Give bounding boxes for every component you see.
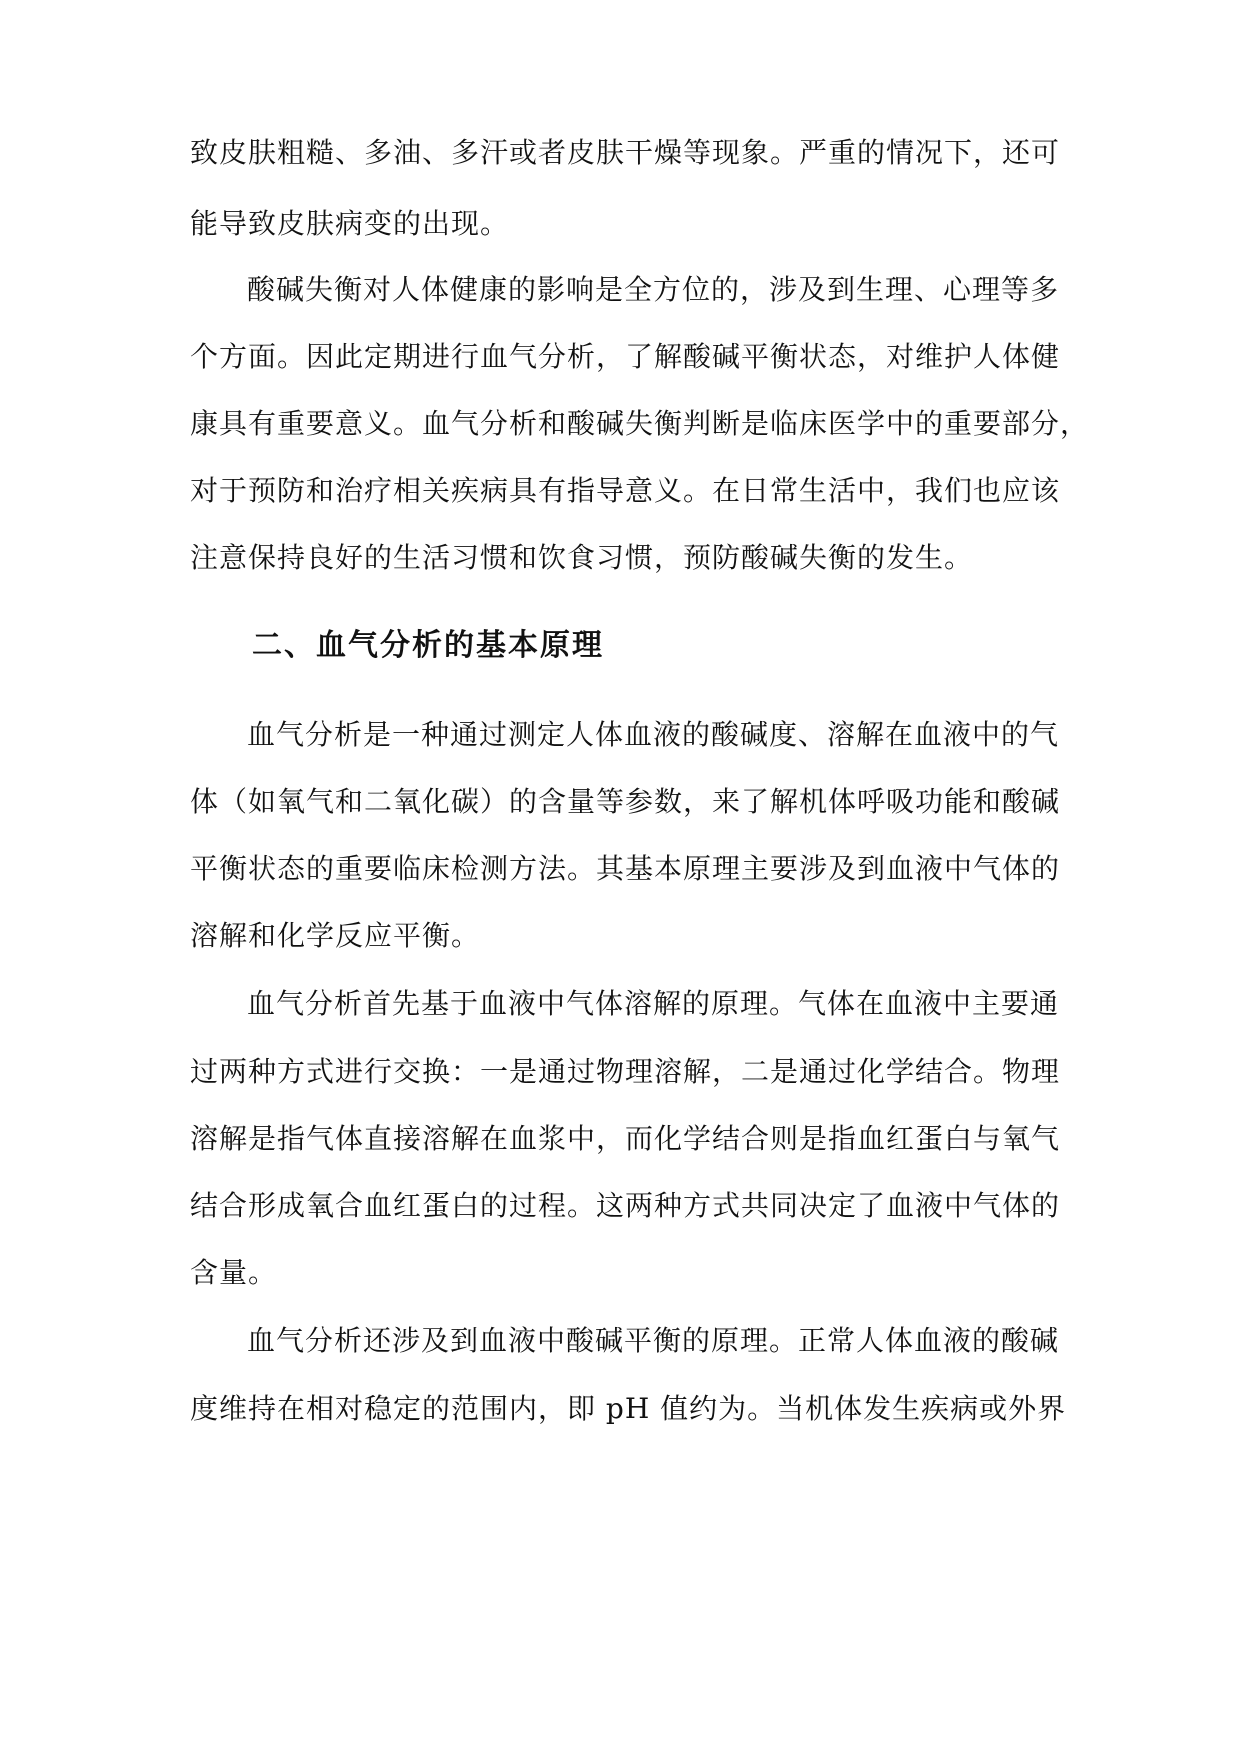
- body-text-line: 溶解是指气体直接溶解在血浆中，而化学结合则是指血红蛋白与氧气: [190, 1122, 1061, 1155]
- body-text-line: 体（如氧气和二氧化碳）的含量等参数，来了解机体呼吸功能和酸碱: [190, 785, 1061, 818]
- body-text-line: 注意保持良好的生活习惯和饮食习惯，预防酸碱失衡的发生。: [190, 541, 974, 574]
- body-text-line: 对于预防和治疗相关疾病具有指导意义。在日常生活中，我们也应该: [190, 474, 1061, 507]
- body-text-line: 结合形成氧合血红蛋白的过程。这两种方式共同决定了血液中气体的: [190, 1189, 1061, 1222]
- body-text-line: 血气分析是一种通过测定人体血液的酸碱度、溶解在血液中的气: [247, 718, 1060, 751]
- body-text-line: 酸碱失衡对人体健康的影响是全方位的，涉及到生理、心理等多: [247, 273, 1060, 306]
- body-text-line: 血气分析首先基于血液中气体溶解的原理。气体在血液中主要通: [247, 987, 1060, 1020]
- body-text-line: 致皮肤粗糙、多油、多汗或者皮肤干燥等现象。严重的情况下，还可: [190, 136, 1061, 169]
- body-text-line: 溶解和化学反应平衡。: [190, 919, 481, 952]
- body-text-line: 个方面。因此定期进行血气分析，了解酸碱平衡状态，对维护人体健: [190, 340, 1061, 373]
- body-text-line: 含量。: [190, 1256, 278, 1289]
- body-text-line: 康具有重要意义。血气分析和酸碱失衡判断是临床医学中的重要部分，: [190, 407, 1090, 440]
- body-text-line: 过两种方式进行交换：一是通过物理溶解，二是通过化学结合。物理: [190, 1055, 1061, 1088]
- body-text-line: 平衡状态的重要临床检测方法。其基本原理主要涉及到血液中气体的: [190, 852, 1061, 885]
- body-text-line: 血气分析还涉及到血液中酸碱平衡的原理。正常人体血液的酸碱: [247, 1324, 1060, 1357]
- section-heading: 二、血气分析的基本原理: [252, 628, 604, 663]
- body-text-line: 能导致皮肤病变的出现。: [190, 207, 510, 240]
- body-text-line: 度维持在相对稳定的范围内，即 pH 值约为。当机体发生疾病或外界: [190, 1392, 1067, 1425]
